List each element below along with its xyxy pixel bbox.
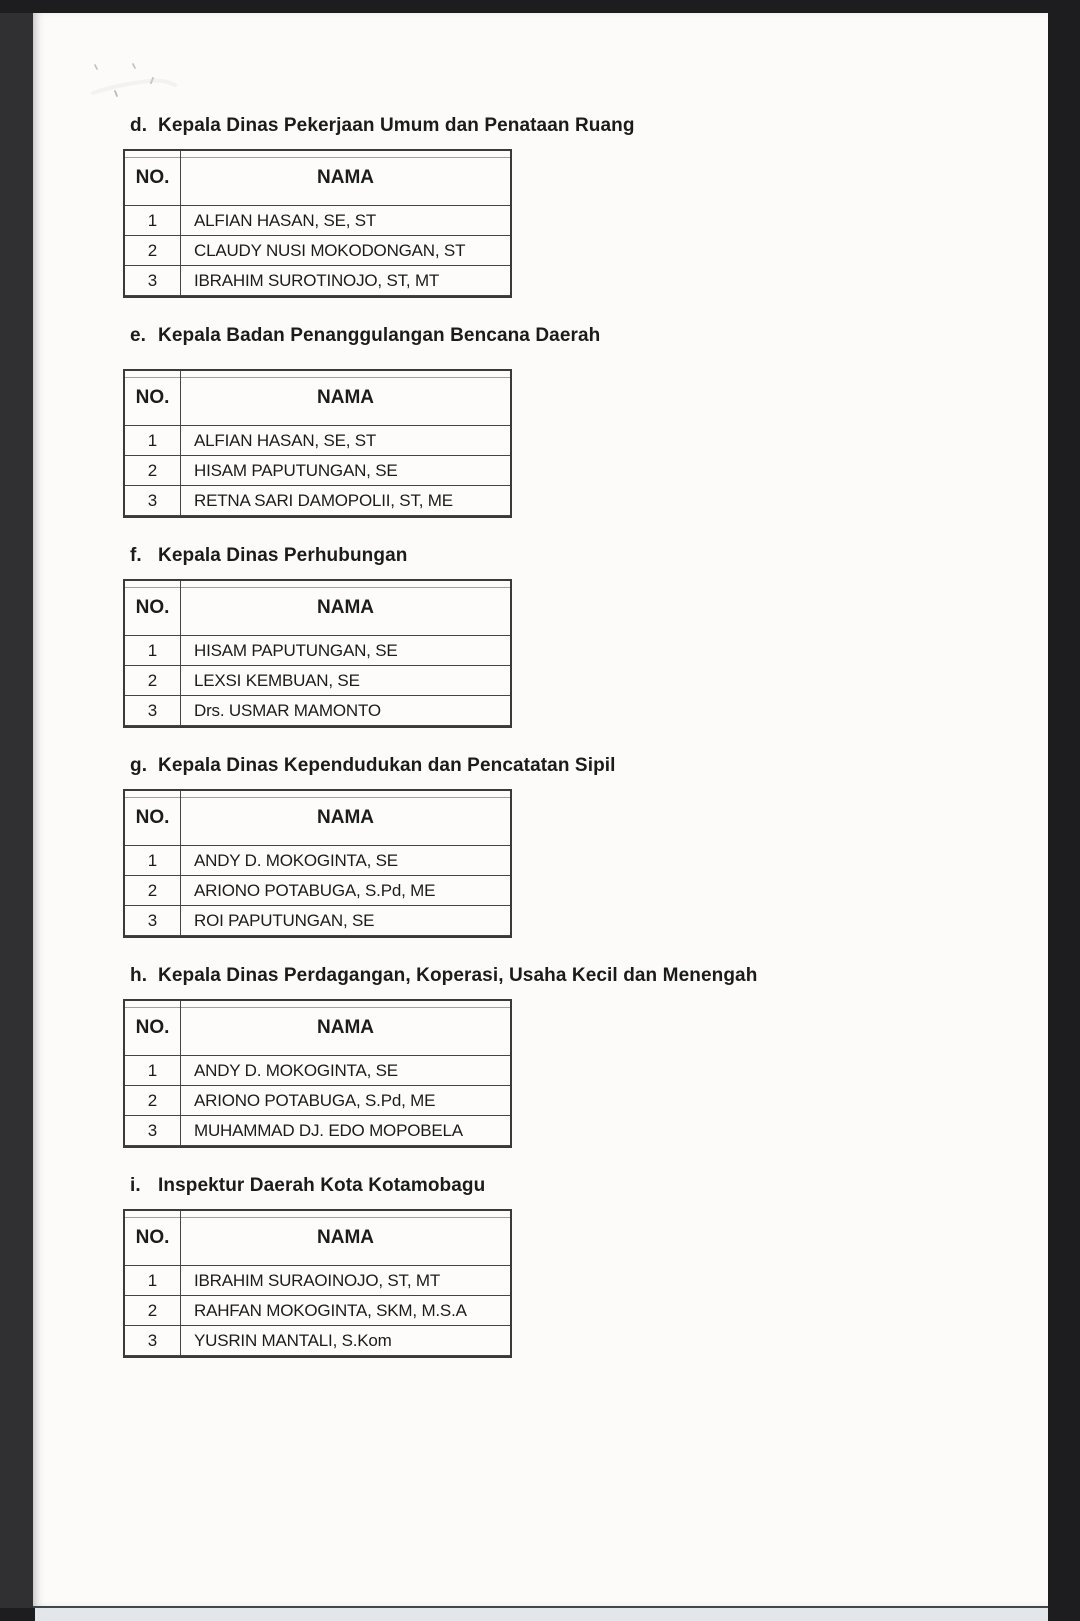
section-title: Kepala Dinas Kependudukan dan Pencatatan Sipil bbox=[158, 755, 616, 776]
section-g bbox=[123, 755, 1003, 938]
table-row bbox=[124, 666, 511, 696]
names-table bbox=[123, 1209, 512, 1358]
row-name: ANDY D. MOKOGINTA, SE bbox=[181, 1056, 512, 1086]
scanner-background-bottom bbox=[35, 1608, 1048, 1621]
table-row bbox=[124, 876, 511, 906]
table-row bbox=[124, 426, 511, 456]
table-row bbox=[124, 206, 511, 236]
column-header-nama: NAMA bbox=[181, 370, 512, 426]
table-row bbox=[124, 1116, 511, 1146]
row-name: ALFIAN HASAN, SE, ST bbox=[181, 206, 512, 236]
table-row bbox=[124, 456, 511, 486]
section-f bbox=[123, 545, 1003, 728]
row-name: CLAUDY NUSI MOKODONGAN, ST bbox=[181, 236, 512, 266]
table-row bbox=[124, 486, 511, 516]
row-number: 1 bbox=[124, 846, 181, 876]
section-h bbox=[123, 965, 1003, 1148]
section-letter: i. bbox=[130, 1175, 141, 1196]
section-title: Kepala Badan Penanggulangan Bencana Daerah bbox=[158, 325, 601, 346]
table-row bbox=[124, 636, 511, 666]
column-header-nama: NAMA bbox=[181, 1210, 512, 1266]
section-heading bbox=[130, 115, 1003, 137]
row-name: ALFIAN HASAN, SE, ST bbox=[181, 426, 512, 456]
section-title: Kepala Dinas Perhubungan bbox=[158, 545, 408, 566]
section-letter: g. bbox=[130, 755, 148, 776]
row-number: 1 bbox=[124, 206, 181, 236]
row-name: HISAM PAPUTUNGAN, SE bbox=[181, 456, 512, 486]
row-name: MUHAMMAD DJ. EDO MOPOBELA bbox=[181, 1116, 512, 1146]
row-number: 2 bbox=[124, 456, 181, 486]
table-row bbox=[124, 696, 511, 726]
section-heading bbox=[130, 755, 1003, 777]
names-table bbox=[123, 369, 512, 518]
column-header-no: NO. bbox=[124, 150, 181, 206]
column-header-nama: NAMA bbox=[181, 1000, 512, 1056]
row-number: 2 bbox=[124, 1086, 181, 1116]
row-name: ROI PAPUTUNGAN, SE bbox=[181, 906, 512, 936]
pencil-scribble-mark bbox=[81, 51, 201, 111]
names-table bbox=[123, 999, 512, 1148]
row-name: IBRAHIM SUROTINOJO, ST, MT bbox=[181, 266, 512, 296]
table-row bbox=[124, 846, 511, 876]
column-header-nama: NAMA bbox=[181, 150, 512, 206]
section-i bbox=[123, 1175, 1003, 1358]
column-header-nama: NAMA bbox=[181, 580, 512, 636]
row-number: 3 bbox=[124, 1116, 181, 1146]
row-number: 1 bbox=[124, 426, 181, 456]
names-table bbox=[123, 149, 512, 298]
row-number: 3 bbox=[124, 906, 181, 936]
table-row bbox=[124, 1056, 511, 1086]
row-number: 2 bbox=[124, 236, 181, 266]
table-row bbox=[124, 1326, 511, 1356]
row-name: LEXSI KEMBUAN, SE bbox=[181, 666, 512, 696]
row-name: ANDY D. MOKOGINTA, SE bbox=[181, 846, 512, 876]
column-header-no: NO. bbox=[124, 370, 181, 426]
row-number: 1 bbox=[124, 1266, 181, 1296]
row-number: 2 bbox=[124, 876, 181, 906]
section-letter: e. bbox=[130, 325, 147, 346]
row-name: RETNA SARI DAMOPOLII, ST, ME bbox=[181, 486, 512, 516]
row-name: ARIONO POTABUGA, S.Pd, ME bbox=[181, 1086, 512, 1116]
table-row bbox=[124, 1266, 511, 1296]
section-heading bbox=[130, 545, 1003, 567]
row-number: 3 bbox=[124, 266, 181, 296]
section-letter: h. bbox=[130, 965, 148, 986]
scanned-page bbox=[33, 13, 1048, 1608]
section-heading bbox=[130, 965, 1003, 987]
row-number: 3 bbox=[124, 696, 181, 726]
section-letter: d. bbox=[130, 115, 148, 136]
row-number: 3 bbox=[124, 1326, 181, 1356]
row-number: 1 bbox=[124, 1056, 181, 1086]
section-title: Inspektur Daerah Kota Kotamobagu bbox=[158, 1175, 486, 1196]
table-row bbox=[124, 236, 511, 266]
column-header-no: NO. bbox=[124, 1000, 181, 1056]
row-name: HISAM PAPUTUNGAN, SE bbox=[181, 636, 512, 666]
section-title: Kepala Dinas Perdagangan, Koperasi, Usaha Kecil dan Menengah bbox=[158, 965, 758, 986]
row-name: YUSRIN MANTALI, S.Kom bbox=[181, 1326, 512, 1356]
column-header-no: NO. bbox=[124, 580, 181, 636]
row-number: 3 bbox=[124, 486, 181, 516]
column-header-nama: NAMA bbox=[181, 790, 512, 846]
table-row bbox=[124, 266, 511, 296]
names-table bbox=[123, 579, 512, 728]
section-heading bbox=[130, 325, 1003, 347]
table-row bbox=[124, 1086, 511, 1116]
column-header-no: NO. bbox=[124, 790, 181, 846]
column-header-no: NO. bbox=[124, 1210, 181, 1266]
row-number: 2 bbox=[124, 1296, 181, 1326]
section-e bbox=[123, 325, 1003, 518]
names-table bbox=[123, 789, 512, 938]
row-number: 2 bbox=[124, 666, 181, 696]
row-name: IBRAHIM SURAOINOJO, ST, MT bbox=[181, 1266, 512, 1296]
section-heading bbox=[130, 1175, 1003, 1197]
scanner-background-left bbox=[0, 13, 33, 1608]
row-name: Drs. USMAR MAMONTO bbox=[181, 696, 512, 726]
page-content bbox=[123, 115, 1003, 1385]
section-title: Kepala Dinas Pekerjaan Umum dan Penataan Ruang bbox=[158, 115, 635, 136]
row-name: RAHFAN MOKOGINTA, SKM, M.S.A bbox=[181, 1296, 512, 1326]
section-d bbox=[123, 115, 1003, 298]
row-name: ARIONO POTABUGA, S.Pd, ME bbox=[181, 876, 512, 906]
table-row bbox=[124, 906, 511, 936]
row-number: 1 bbox=[124, 636, 181, 666]
table-row bbox=[124, 1296, 511, 1326]
section-letter: f. bbox=[130, 545, 142, 566]
